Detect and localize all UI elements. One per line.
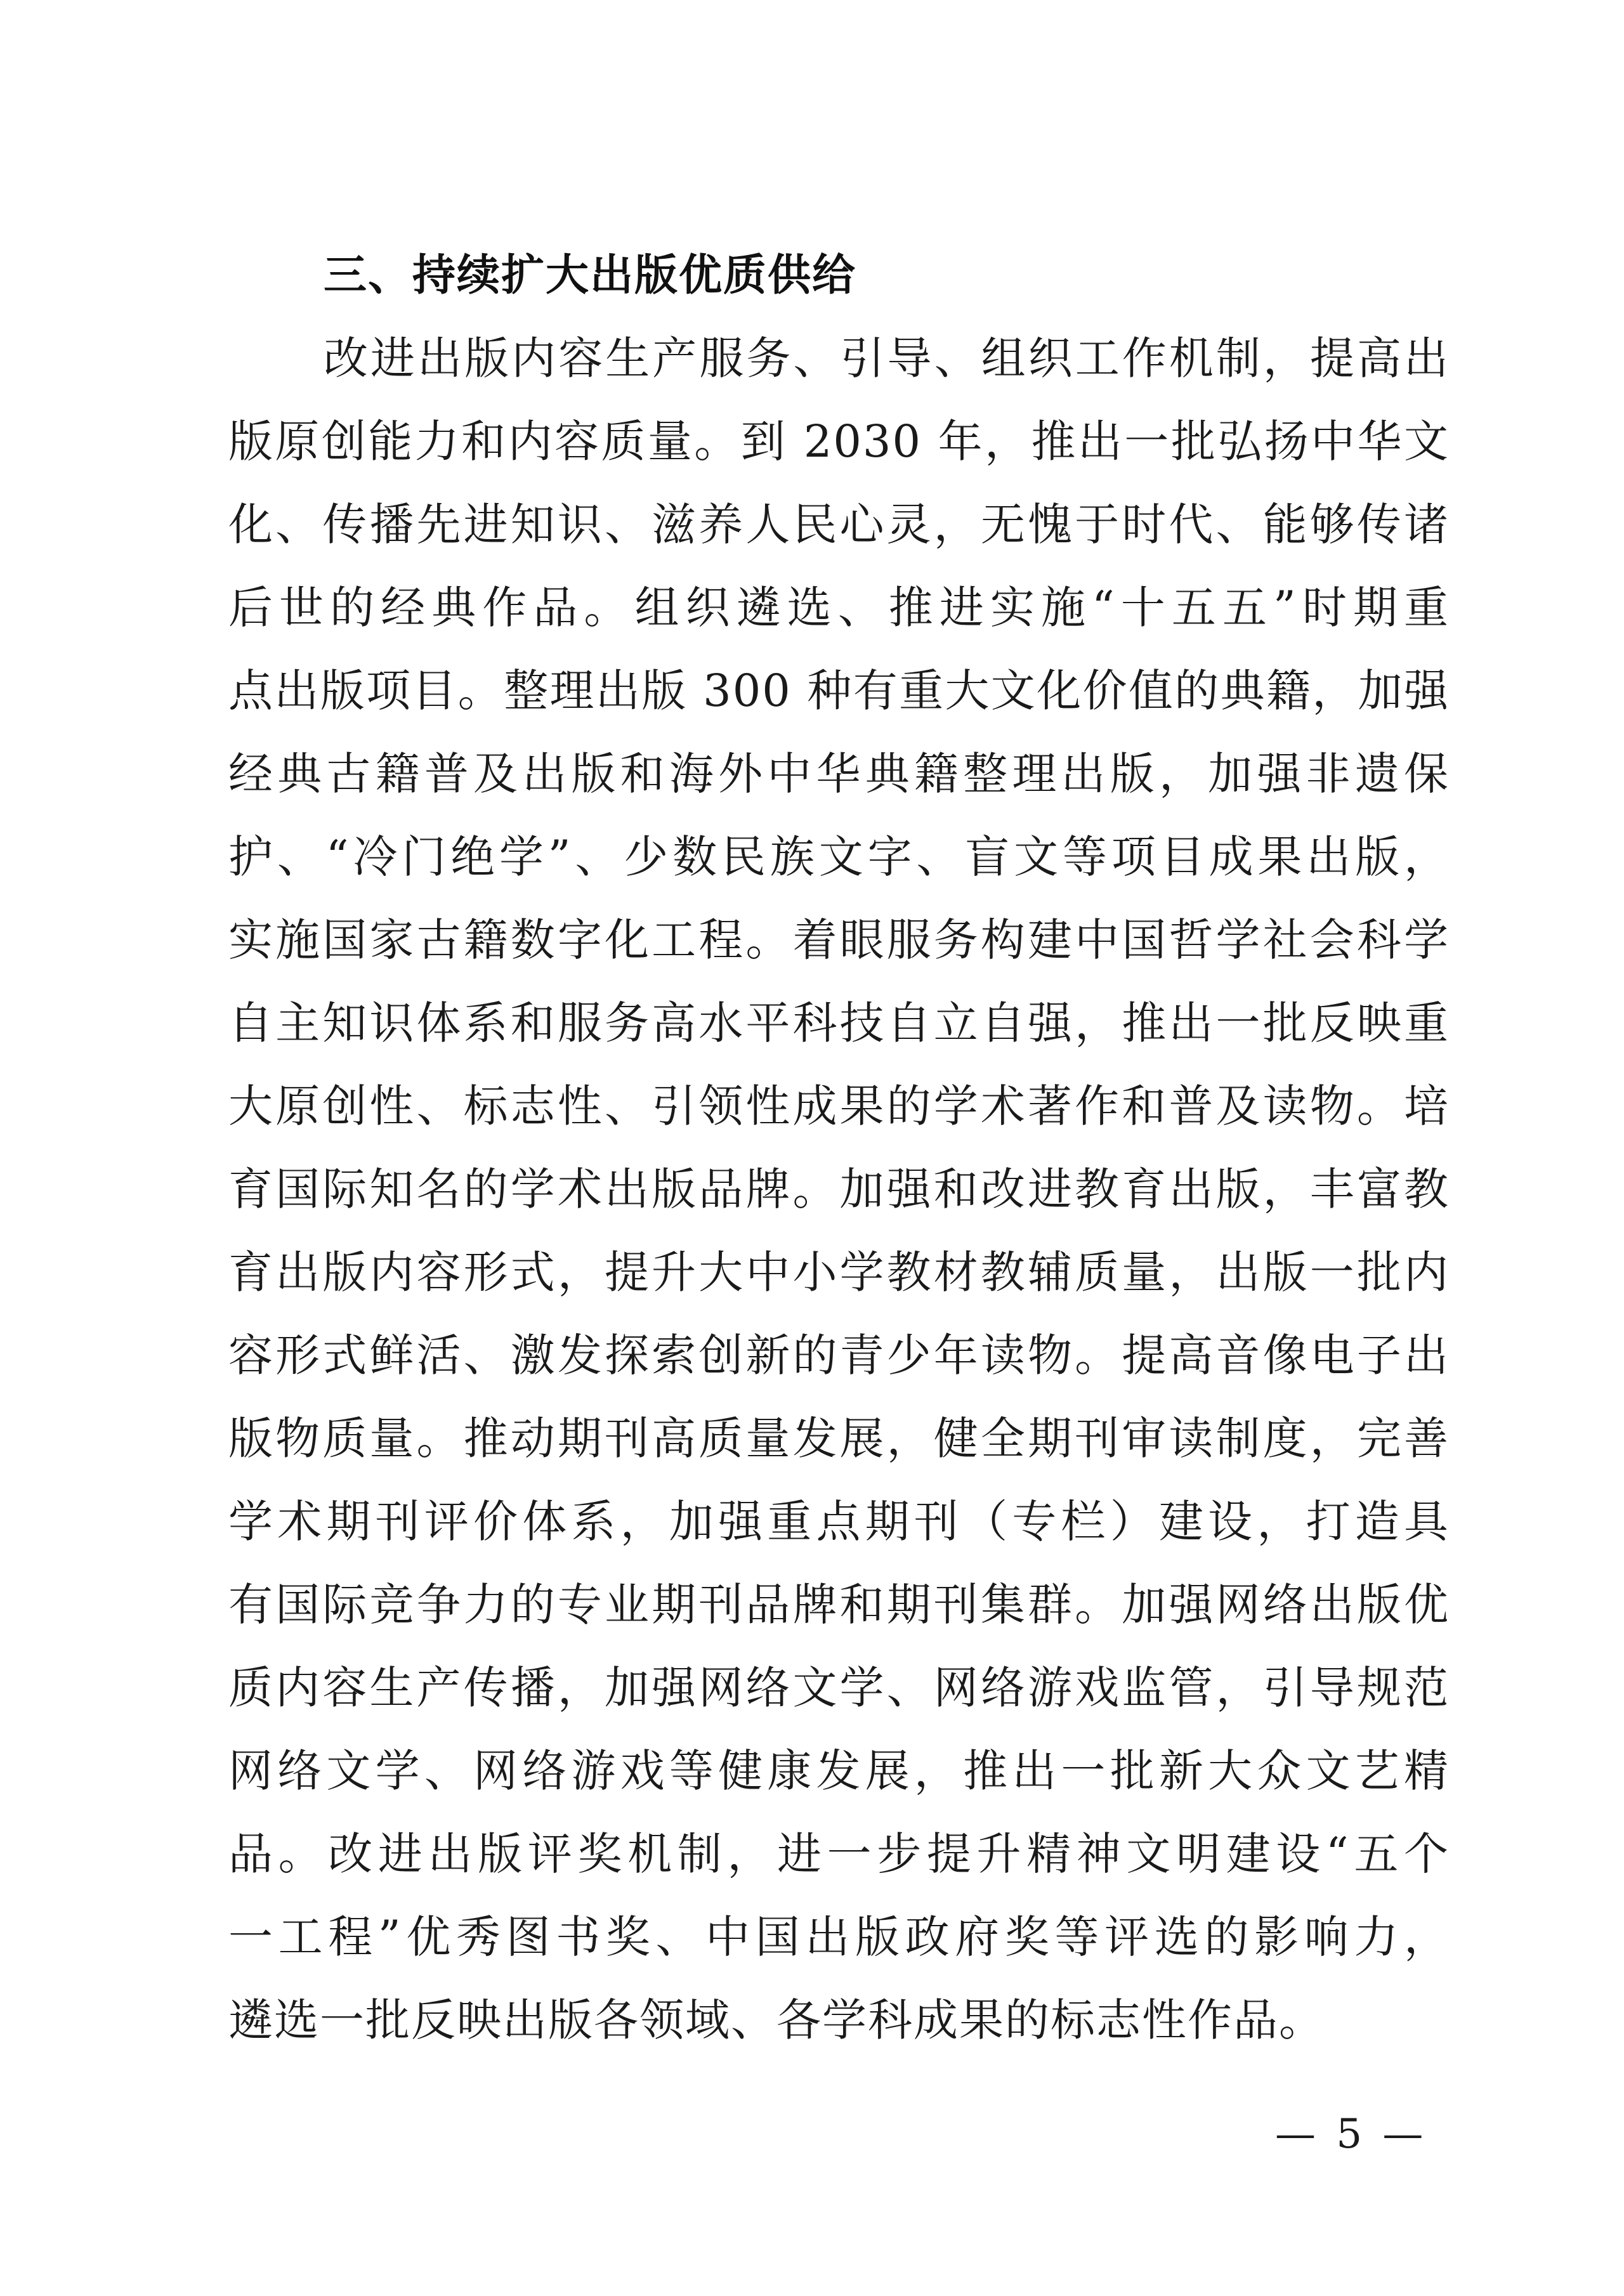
- paragraph-line: 品。改进出版评奖机制，进一步提升精神文明建设“五个: [228, 1828, 1450, 1880]
- paragraph-line: 版物质量。推动期刊高质量发展，健全期刊审读制度，完善: [228, 1412, 1450, 1464]
- paragraph-line: 化、传播先进知识、滋养人民心灵，无愧于时代、能够传诸: [228, 499, 1450, 551]
- paragraph-line: 实施国家古籍数字化工程。着眼服务构建中国哲学社会科学: [228, 914, 1450, 966]
- paragraph-line: 改进出版内容生产服务、引导、组织工作机制，提高出: [324, 332, 1450, 384]
- paragraph-line: 育国际知名的学术出版品牌。加强和改进教育出版，丰富教: [228, 1163, 1450, 1215]
- paragraph-line: 育出版内容形式，提升大中小学教材教辅质量，出版一批内: [228, 1246, 1450, 1298]
- section-heading: 三、持续扩大出版优质供给: [324, 251, 857, 301]
- paragraph-line: 护、“冷门绝学”、少数民族文字、盲文等项目成果出版，: [228, 831, 1450, 883]
- paragraph-line: 遴选一批反映出版各领域、各学科成果的标志性作品。: [228, 1994, 1325, 2046]
- paragraph-line: 一工程”优秀图书奖、中国出版政府奖等评选的影响力，: [228, 1911, 1450, 1963]
- paragraph-line: 版原创能力和内容质量。到 2030 年，推出一批弘扬中华文: [228, 415, 1450, 467]
- paragraph-line: 容形式鲜活、激发探索创新的青少年读物。提高音像电子出: [228, 1329, 1450, 1381]
- paragraph-line: 有国际竞争力的专业期刊品牌和期刊集群。加强网络出版优: [228, 1579, 1450, 1631]
- paragraph-line: 自主知识体系和服务高水平科技自立自强，推出一批反映重: [228, 997, 1450, 1049]
- paragraph-line: 后世的经典作品。组织遴选、推进实施“十五五”时期重: [228, 582, 1450, 634]
- body-paragraph: [228, 317, 1450, 2062]
- paragraph-line: 网络文学、网络游戏等健康发展，推出一批新大众文艺精: [228, 1745, 1450, 1797]
- paragraph-line: 学术期刊评价体系，加强重点期刊（专栏）建设，打造具: [228, 1496, 1450, 1548]
- paragraph-line: 经典古籍普及出版和海外中华典籍整理出版，加强非遗保: [228, 748, 1450, 800]
- paragraph-line: 大原创性、标志性、引领性成果的学术著作和普及读物。培: [228, 1080, 1450, 1132]
- page-number: — 5 —: [1275, 2111, 1427, 2158]
- paragraph-line: 点出版项目。整理出版 300 种有重大文化价值的典籍，加强: [228, 665, 1450, 717]
- paragraph-line: 质内容生产传播，加强网络文学、网络游戏监管，引导规范: [228, 1662, 1450, 1714]
